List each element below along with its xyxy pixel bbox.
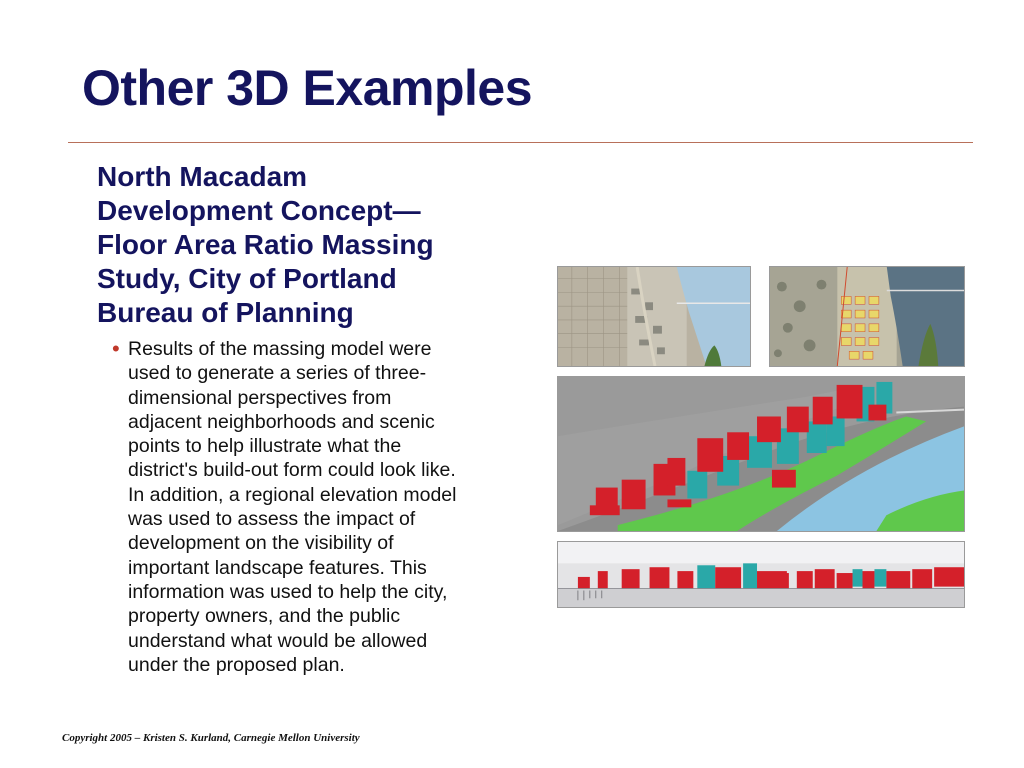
skyline-elevation-image bbox=[557, 541, 965, 608]
copyright-footer: Copyright 2005 – Kristen S. Kurland, Carnegie Mellon University bbox=[62, 732, 360, 744]
section-heading: North Macadam Development Concept— Floor Area Ratio Massing Study, City of Portland Bureau of Planning bbox=[97, 161, 434, 328]
aerial-photo-left bbox=[557, 266, 751, 367]
bullet-text: Results of the massing model were used to generate a series of three- dimensional perspectives from adjacent neighborhoods and scenic points to help illustrate what the district's build-out form could look like. In addition, a regional elevation model was used to assess the impact of development on the visibility of important landscape features. This information was used to help the city, property owners, and the public understand what would be allowed under the proposed plan. bbox=[128, 338, 457, 676]
title-divider bbox=[68, 142, 973, 143]
bullet-icon: • bbox=[112, 336, 120, 361]
slide-title: Other 3D Examples bbox=[82, 60, 533, 116]
aerial-photo-right bbox=[769, 266, 965, 367]
massing-perspective-image bbox=[557, 376, 965, 532]
